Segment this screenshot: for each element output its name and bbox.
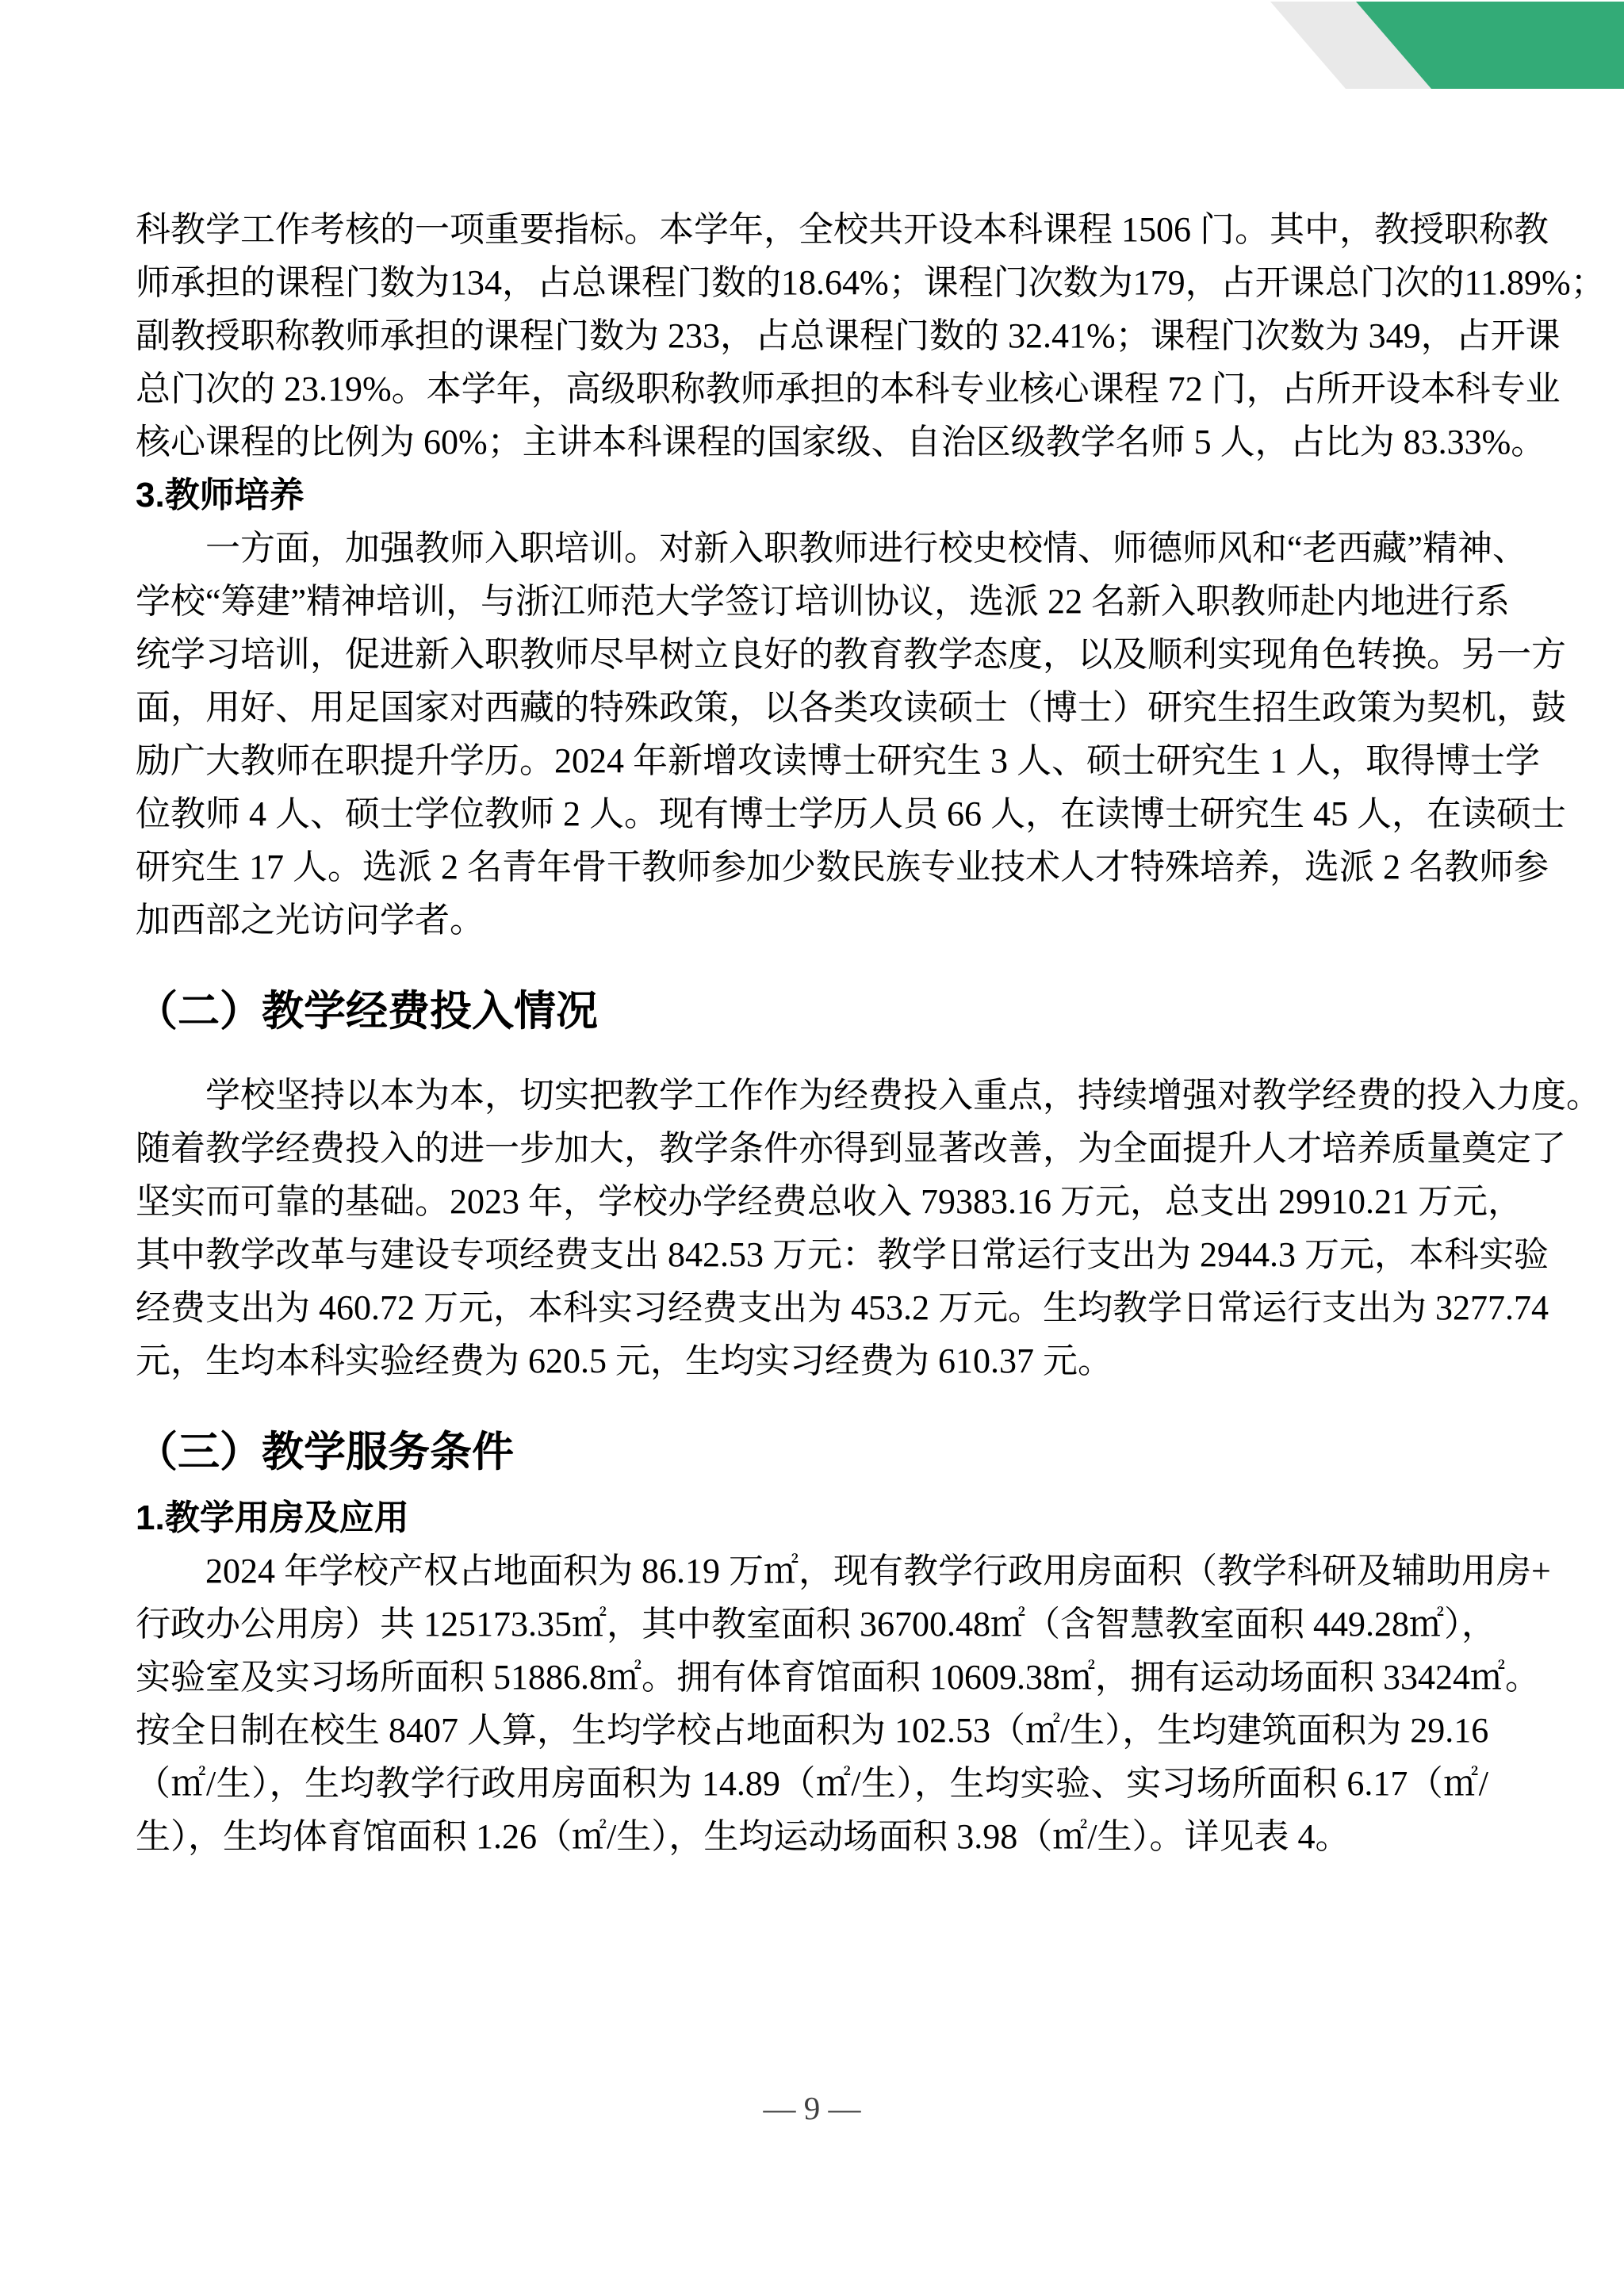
text-line: 按全日制在校生 8407 人算，生均学校占地面积为 102.53（㎡/生），生均建筑面积为 29.16 bbox=[136, 1711, 1489, 1750]
text-line: 位教师 4 人、硕士学位教师 2 人。现有博士学历人员 66 人，在读博士研究生 45 人，在读硕士 bbox=[136, 794, 1566, 833]
text-line: 一方面，加强教师入职培训。对新入职教师进行校史校情、师德师风和“老西藏”精神、 bbox=[136, 529, 1528, 568]
text-line: 加西部之光访问学者。 bbox=[136, 901, 485, 939]
text-line: 统学习培训，促进新入职教师尽早树立良好的教育教学态度，以及顺利实现角色转换。另一方 bbox=[136, 635, 1566, 674]
text-line: 学校“筹建”精神培训，与浙江师范大学签订培训协议，选派 22 名新入职教师赴内地进行系 bbox=[136, 582, 1511, 621]
text-line: 2024 年学校产权占地面积为 86.19 万㎡，现有教学行政用房面积（教学科研及辅助用房+ bbox=[136, 1552, 1551, 1590]
text-line: 研究生 17 人。选派 2 名青年骨干教师参加少数民族专业技术人才特殊培养，选派 2 名教师参 bbox=[136, 848, 1549, 886]
text-line: 坚实而可靠的基础。2023 年，学校办学经费总收入 79383.16 万元，总支出 29910.21 万元， bbox=[136, 1182, 1522, 1221]
text-line: 面，用好、用足国家对西藏的特殊政策，以各类攻读硕士（博士）研究生招生政策为契机，鼓 bbox=[136, 688, 1566, 727]
header-decoration bbox=[0, 2, 1624, 89]
text-line: 师承担的课程门数为134，占总课程门数的18.64%；课程门次数为179，占开课总门次的11.89%； bbox=[136, 263, 1606, 302]
text-line: 经费支出为 460.72 万元，本科实习经费支出为 453.2 万元。生均教学日常运行支出为 3277.74 bbox=[136, 1288, 1549, 1327]
paragraph-teaching-housing bbox=[136, 1544, 1551, 1863]
text-line: 元，生均本科实验经费为 620.5 元，生均实习经费为 610.37 元。 bbox=[136, 1341, 1113, 1380]
section-heading-funding: （二）教学经费投入情况 bbox=[136, 988, 598, 1035]
text-line: 总门次的 23.19%。本学年，高级职称教师承担的本科专业核心课程 72 门，占所开设本科专业 bbox=[136, 369, 1561, 408]
page-number: — 9 — bbox=[763, 2090, 861, 2126]
text-line: （㎡/生），生均教学行政用房面积为 14.89（㎡/生），生均实验、实习场所面积 6.17（㎡/ bbox=[136, 1764, 1488, 1803]
subheading-teaching-housing: 1.教学用房及应用 bbox=[136, 1498, 409, 1537]
document-body bbox=[136, 203, 1606, 1863]
section-heading-services: （三）教学服务条件 bbox=[136, 1429, 514, 1475]
text-line: 学校坚持以本为本，切实把教学工作作为经费投入重点，持续增强对教学经费的投入力度。 bbox=[136, 1076, 1601, 1115]
paragraph-course-stats bbox=[136, 203, 1606, 469]
paragraph-funding bbox=[136, 1069, 1601, 1387]
text-line: 行政办公用房）共 125173.35㎡，其中教室面积 36700.48㎡（含智慧教室面积 449.28㎡）， bbox=[136, 1605, 1496, 1644]
text-line: 其中教学改革与建设专项经费支出 842.53 万元：教学日常运行支出为 2944.3 万元，本科实验 bbox=[136, 1235, 1549, 1274]
text-line: 励广大教师在职提升学历。2024 年新增攻读博士研究生 3 人、硕士研究生 1 人，取得博士学 bbox=[136, 741, 1540, 780]
text-line: 实验室及实习场所面积 51886.8㎡。拥有体育馆面积 10609.38㎡，拥有运动场面积 33424㎡。 bbox=[136, 1658, 1540, 1697]
text-line: 随着教学经费投入的进一步加大，教学条件亦得到显著改善，为全面提升人才培养质量奠定了 bbox=[136, 1129, 1566, 1168]
text-line: 生），生均体育馆面积 1.26（㎡/生），生均运动场面积 3.98（㎡/生）。详见表 4。 bbox=[136, 1817, 1350, 1856]
subheading-teacher-training: 3.教师培养 bbox=[136, 476, 304, 515]
text-line: 科教学工作考核的一项重要指标。本学年，全校共开设本科课程 1506 门。其中，教授职称教 bbox=[136, 210, 1549, 249]
text-line: 副教授职称教师承担的课程门数为 233，占总课程门数的 32.41%；课程门次数为 349，占开课 bbox=[136, 316, 1561, 355]
text-line: 核心课程的比例为 60%；主讲本科课程的国家级、自治区级教学名师 5 人，占比为 83.33%。 bbox=[136, 423, 1546, 461]
paragraph-teacher-training bbox=[136, 522, 1566, 947]
